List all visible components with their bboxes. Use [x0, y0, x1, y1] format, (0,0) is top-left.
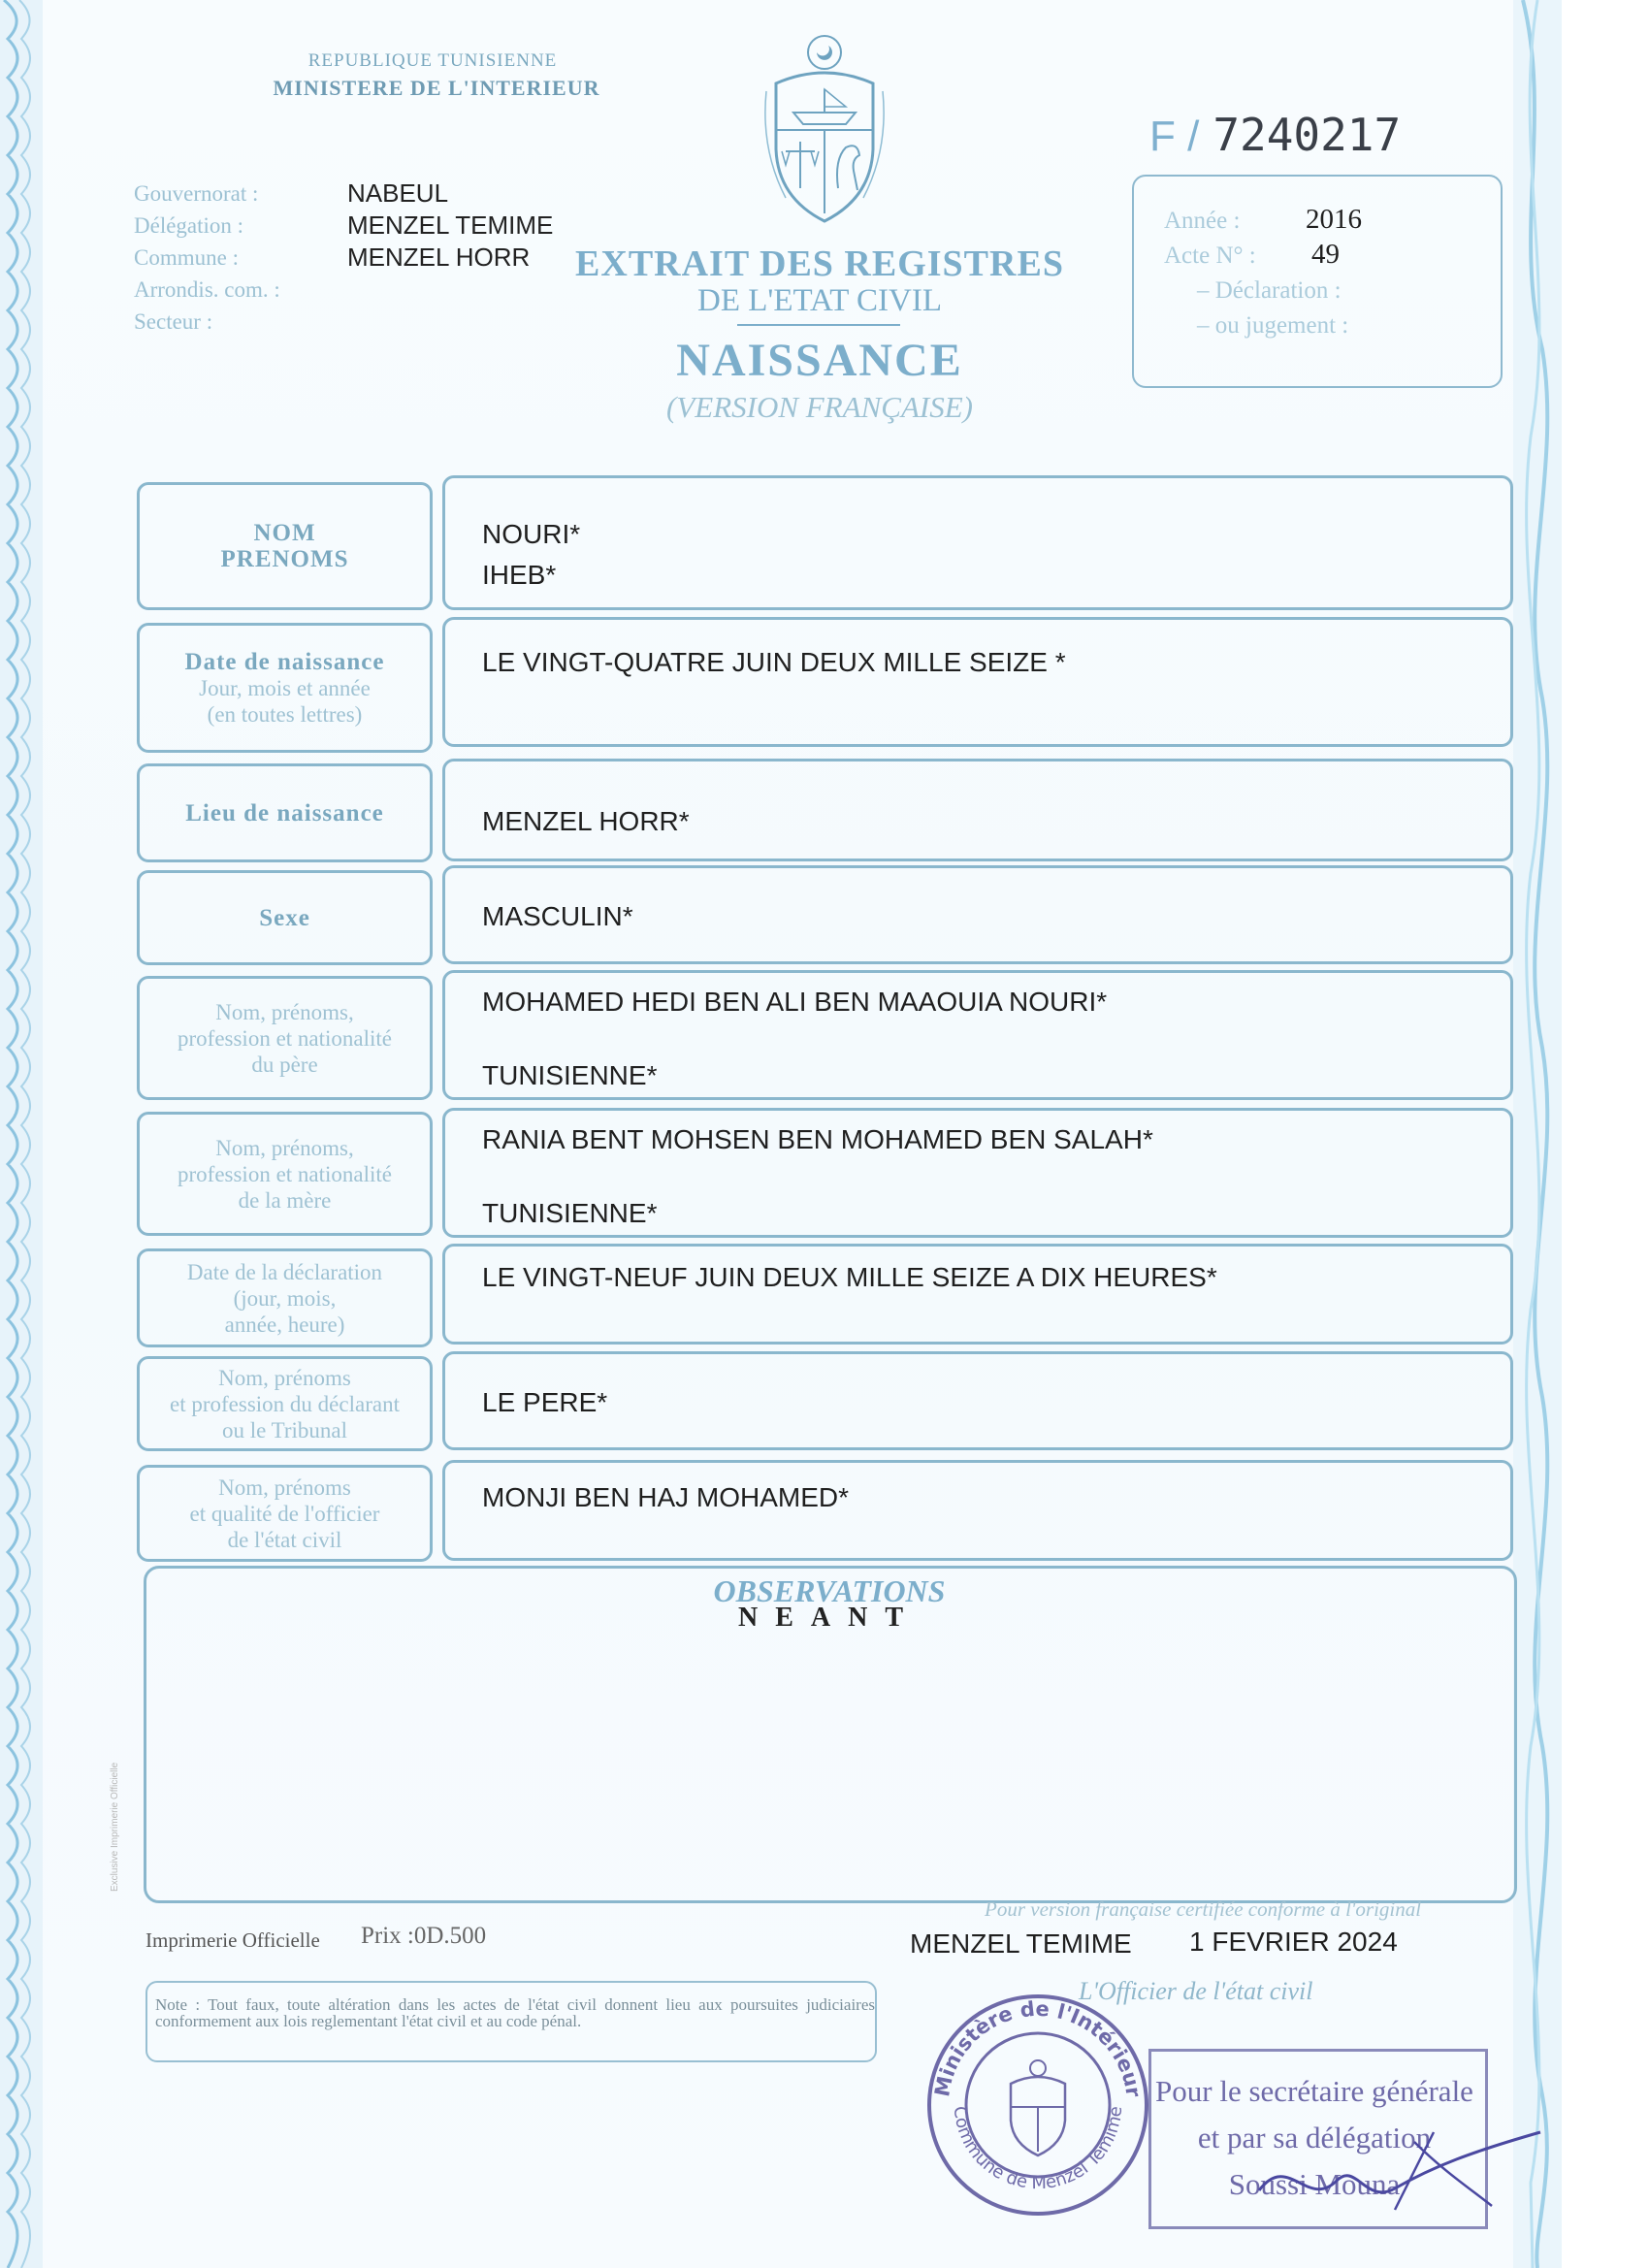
title-naissance: NAISSANCE — [676, 335, 963, 386]
value-date-naissance — [442, 617, 1513, 747]
label-line: et qualité de l'officier — [189, 1501, 380, 1526]
serial-number: 7240217 — [1212, 109, 1402, 161]
label-lieu-naissance — [137, 763, 433, 862]
value-mere — [442, 1108, 1513, 1238]
observations-title: OBSERVATIONS — [713, 1573, 946, 1608]
label-line: de la mère — [238, 1187, 332, 1213]
ministry-header: MINISTERE DE L'INTERIEUR — [273, 76, 600, 100]
stamp-ring-top: Ministère de l'Intérieur — [930, 1996, 1146, 2099]
commune-label: Commune : — [134, 245, 239, 270]
delegation-label: Délégation : — [134, 213, 244, 238]
admin-labels — [134, 178, 280, 338]
svg-text:Ministère de l'Intérieur — [930, 1997, 1146, 2099]
label-line: (jour, mois, — [233, 1285, 337, 1311]
issue-date: 1 FEVRIER 2024 — [1189, 1927, 1398, 1957]
delegation-value: MENZEL TEMIME — [347, 211, 554, 240]
handwritten-signature — [1249, 2113, 1560, 2229]
imprimerie-label: Imprimerie Officielle — [146, 1928, 320, 1952]
label-pere — [137, 976, 433, 1100]
label-line: Date de naissance — [184, 648, 385, 675]
label-line: PRENOMS — [220, 546, 349, 572]
signature-line-2: et par sa délégation — [1197, 2121, 1432, 2155]
label-line: Sexe — [259, 904, 310, 931]
title-divider — [737, 324, 900, 326]
label-line: du père — [251, 1052, 318, 1077]
annee-label: Année : — [1164, 208, 1241, 234]
label-line: Lieu de naissance — [185, 799, 384, 826]
value-officier — [442, 1460, 1513, 1561]
republic-header: REPUBLIQUE TUNISIENNE — [307, 50, 558, 71]
label-line: Nom, prénoms, — [215, 999, 354, 1024]
label-date-naissance — [137, 623, 433, 753]
title-version: (VERSION FRANÇAISE) — [666, 390, 973, 424]
gouvernorat-value: NABEUL — [347, 178, 449, 208]
value-mere-nom: RANIA BENT MOHSEN BEN MOHAMED BEN SALAH* — [482, 1124, 1153, 1154]
value-sexe — [442, 865, 1513, 964]
value-nom-prenoms — [442, 475, 1513, 610]
value-text: LE PERE* — [482, 1387, 608, 1417]
commune-value: MENZEL HORR — [347, 243, 531, 272]
label-line: ou le Tribunal — [221, 1417, 348, 1442]
label-date-declaration — [137, 1248, 433, 1347]
certification-text: Pour version française certifiée conforme à l'original — [985, 1897, 1422, 1921]
printer-side-note: Exclusive Imprimerie Officielle — [110, 1762, 120, 1892]
observations-value: NEANT — [737, 1603, 921, 1633]
label-line: année, heure) — [224, 1312, 345, 1337]
secteur-label: Secteur : — [134, 309, 213, 334]
price-label: Prix :0D.500 — [361, 1923, 487, 1949]
label-declarant — [137, 1356, 433, 1451]
stamp-ring-bottom: Commune de Menzel Temime — [949, 2105, 1127, 2194]
value-text: MONJI BEN HAJ MOHAMED* — [482, 1482, 850, 1512]
value-declarant — [442, 1351, 1513, 1450]
title-extrait: EXTRAIT DES REGISTRES — [575, 243, 1064, 284]
registry-values — [1306, 202, 1362, 272]
gouvernorat-label: Gouvernorat : — [134, 181, 259, 206]
security-border-right — [1513, 0, 1562, 2268]
label-line: Nom, prénoms — [218, 1474, 351, 1500]
value-pere — [442, 970, 1513, 1100]
value-pere-nom: MOHAMED HEDI BEN ALI BEN MAAOUIA NOURI* — [482, 987, 1108, 1017]
label-mere — [137, 1112, 433, 1236]
title-etat-civil: DE L'ETAT CIVIL — [697, 283, 942, 318]
acte-value: 49 — [1311, 239, 1340, 270]
signature-line-3: Soussi Mouna — [1228, 2167, 1401, 2201]
document-serial-number — [1149, 109, 1401, 161]
security-border-left — [0, 0, 43, 2268]
jugement-label: – ou jugement : — [1197, 312, 1349, 339]
label-line: Nom, prénoms — [218, 1365, 351, 1390]
officer-title: L'Officier de l'état civil — [1079, 1977, 1313, 2005]
value-mere-nationalite: TUNISIENNE* — [482, 1198, 658, 1228]
value-text: LE VINGT-NEUF JUIN DEUX MILLE SEIZE A DIX HEURES* — [482, 1262, 1217, 1292]
signature-line-1: Pour le secrétaire générale — [1155, 2074, 1473, 2108]
label-line: de l'état civil — [227, 1527, 342, 1552]
label-line: NOM — [253, 520, 316, 546]
label-line: profession et nationalité — [178, 1025, 392, 1051]
serial-prefix: F / — [1149, 113, 1200, 160]
declaration-label: – Déclaration : — [1197, 277, 1342, 304]
label-officier — [137, 1465, 433, 1562]
admin-values — [347, 178, 553, 274]
value-nom: NOURI* — [482, 519, 581, 549]
value-text: LE VINGT-QUATRE JUIN DEUX MILLE SEIZE * — [482, 647, 1066, 677]
label-line: Nom, prénoms, — [215, 1135, 354, 1160]
label-line: (en toutes lettres) — [207, 701, 363, 727]
coat-of-arms-emblem — [757, 33, 892, 227]
annee-value: 2016 — [1306, 204, 1362, 235]
label-line: Date de la déclaration — [186, 1259, 383, 1284]
label-line: profession et nationalité — [178, 1161, 392, 1186]
value-prenoms: IHEB* — [482, 560, 557, 590]
value-text: MASCULIN* — [482, 901, 633, 931]
value-date-declaration — [442, 1244, 1513, 1345]
value-text: MENZEL HORR* — [482, 806, 690, 836]
value-lieu-naissance — [442, 759, 1513, 861]
acte-label: Acte N° : — [1164, 243, 1256, 269]
label-line: et profession du déclarant — [170, 1391, 400, 1416]
issue-place: MENZEL TEMIME — [910, 1928, 1132, 1959]
label-line: Jour, mois et année — [199, 675, 371, 700]
label-nom-prenoms — [137, 482, 433, 610]
legal-note-text: Note : Tout faux, toute altération dans les actes de l'état civil donnent lieu aux poursuites judiciaires conformement aux lois reglementant l'état civil et au code pénal. — [155, 1995, 875, 2030]
label-sexe — [137, 870, 433, 965]
arrondissement-label: Arrondis. com. : — [134, 277, 280, 302]
value-pere-nationalite: TUNISIENNE* — [482, 1060, 658, 1090]
